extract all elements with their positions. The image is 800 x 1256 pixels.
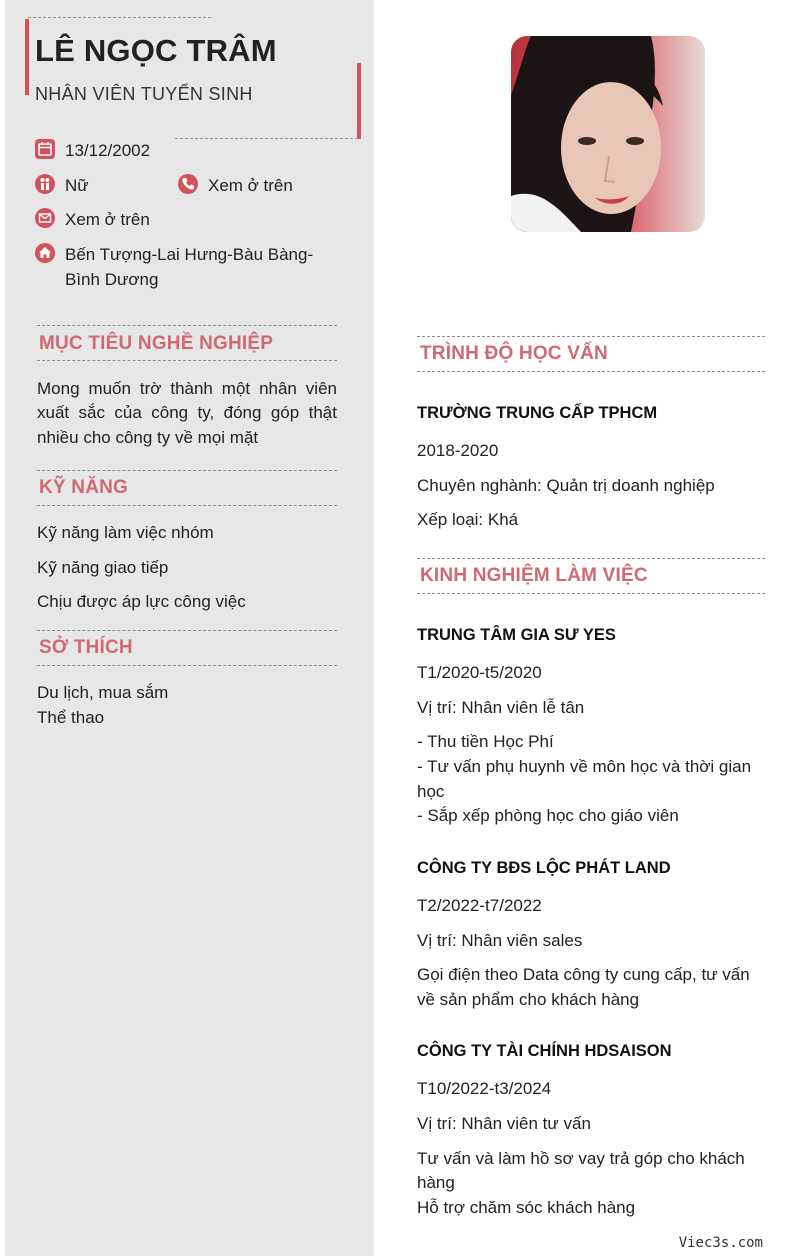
full-name: LÊ NGỌC TRÂM (35, 33, 277, 68)
address-line-2: Bình Dương (65, 270, 159, 289)
job-period: T2/2022-t7/2022 (417, 896, 542, 915)
job-role: Vị trí: Nhân viên sales (417, 931, 583, 950)
skills-title: KỸ NĂNG (39, 477, 129, 498)
email-icon (35, 208, 55, 228)
job-duty-line: học (417, 782, 445, 801)
address-line-1: Bến Tượng-Lai Hưng-Bàu Bàng- (65, 245, 314, 264)
phone: Xem ở trên (208, 176, 293, 195)
experience-divider-top (417, 558, 765, 559)
job-duty-line: Hỗ trợ chăm sóc khách hàng (417, 1198, 636, 1217)
skill-item: Kỹ năng giao tiếp (37, 558, 169, 577)
experience-title: KINH NGHIỆM LÀM VIỆC (420, 565, 648, 586)
education-title: TRÌNH ĐỘ HỌC VẤN (420, 343, 608, 364)
hobby-item: Thể thao (37, 708, 105, 727)
objective-divider-bottom (37, 360, 337, 361)
education-major: Chuyên nghành: Quản trị doanh nghiệp (417, 476, 715, 495)
education-grade: Xếp loại: Khá (417, 510, 519, 529)
job-role: Vị trí: Nhân viên lễ tân (417, 698, 585, 717)
birthday: 13/12/2002 (65, 141, 151, 160)
job-role: Vị trí: Nhân viên tư vấn (417, 1114, 591, 1133)
hobbies-divider-top (37, 630, 337, 631)
skills-divider-bottom (37, 505, 337, 506)
job-period: T1/2020-t5/2020 (417, 663, 542, 682)
job-title: NHÂN VIÊN TUYỂN SINH (35, 84, 253, 104)
calendar-icon (35, 139, 55, 159)
job-company: CÔNG TY TÀI CHÍNH HDSAISON (417, 1042, 672, 1060)
skill-item: Kỹ năng làm việc nhóm (37, 523, 214, 542)
phone-icon (178, 174, 198, 194)
job-duty-line: - Tư vấn phụ huynh về môn học và thời gian (417, 757, 752, 776)
job-duty-line: Tư vấn và làm hồ sơ vay trả góp cho khách (417, 1149, 745, 1168)
job-duty-line: Gọi điện theo Data công ty cung cấp, tư vấn (417, 965, 750, 984)
objective-divider-top (37, 325, 337, 326)
email: Xem ở trên (65, 210, 150, 229)
objective-line-3: nhiều cho công ty về mọi mặt (37, 428, 259, 447)
name-accent-bar-right (357, 63, 361, 139)
job-duty-line: - Sắp xếp phòng học cho giáo viên (417, 806, 679, 825)
name-accent-bar-left (25, 19, 29, 95)
school-name: TRƯỜNG TRUNG CẤP TPHCM (417, 404, 658, 422)
job-duty-line: - Thu tiền Học Phí (417, 732, 554, 751)
experience-divider-bottom (417, 593, 765, 594)
skill-item: Chịu được áp lực công việc (37, 592, 246, 611)
profile-photo (511, 36, 705, 232)
name-top-divider (28, 17, 211, 18)
education-divider-top (417, 336, 765, 337)
objective-line-1: Mong muốn trờ thành một nhân viên (37, 379, 337, 398)
gender-icon (35, 174, 55, 194)
gender: Nữ (65, 176, 89, 195)
job-company: CÔNG TY BĐS LỘC PHÁT LAND (417, 859, 671, 877)
objective-title: MỤC TIÊU NGHỀ NGHIỆP (39, 333, 274, 354)
education-period: 2018-2020 (417, 441, 499, 460)
objective-line-2: xuất sắc của công ty, đóng góp thật (37, 403, 337, 422)
job-company: TRUNG TÂM GIA SƯ YES (417, 626, 616, 644)
home-icon (35, 243, 55, 263)
name-bottom-divider (175, 138, 358, 139)
job-duty-line: về sản phẩm cho khách hàng (417, 990, 640, 1009)
hobby-item: Du lịch, mua sắm (37, 683, 169, 702)
job-period: T10/2022-t3/2024 (417, 1079, 552, 1098)
skills-divider-top (37, 470, 337, 471)
job-duty-line: hàng (417, 1173, 455, 1192)
footer-site-link[interactable]: Viec3s.com (678, 1235, 763, 1251)
hobbies-divider-bottom (37, 665, 337, 666)
education-divider-bottom (417, 371, 765, 372)
hobbies-title: SỞ THÍCH (39, 637, 133, 658)
